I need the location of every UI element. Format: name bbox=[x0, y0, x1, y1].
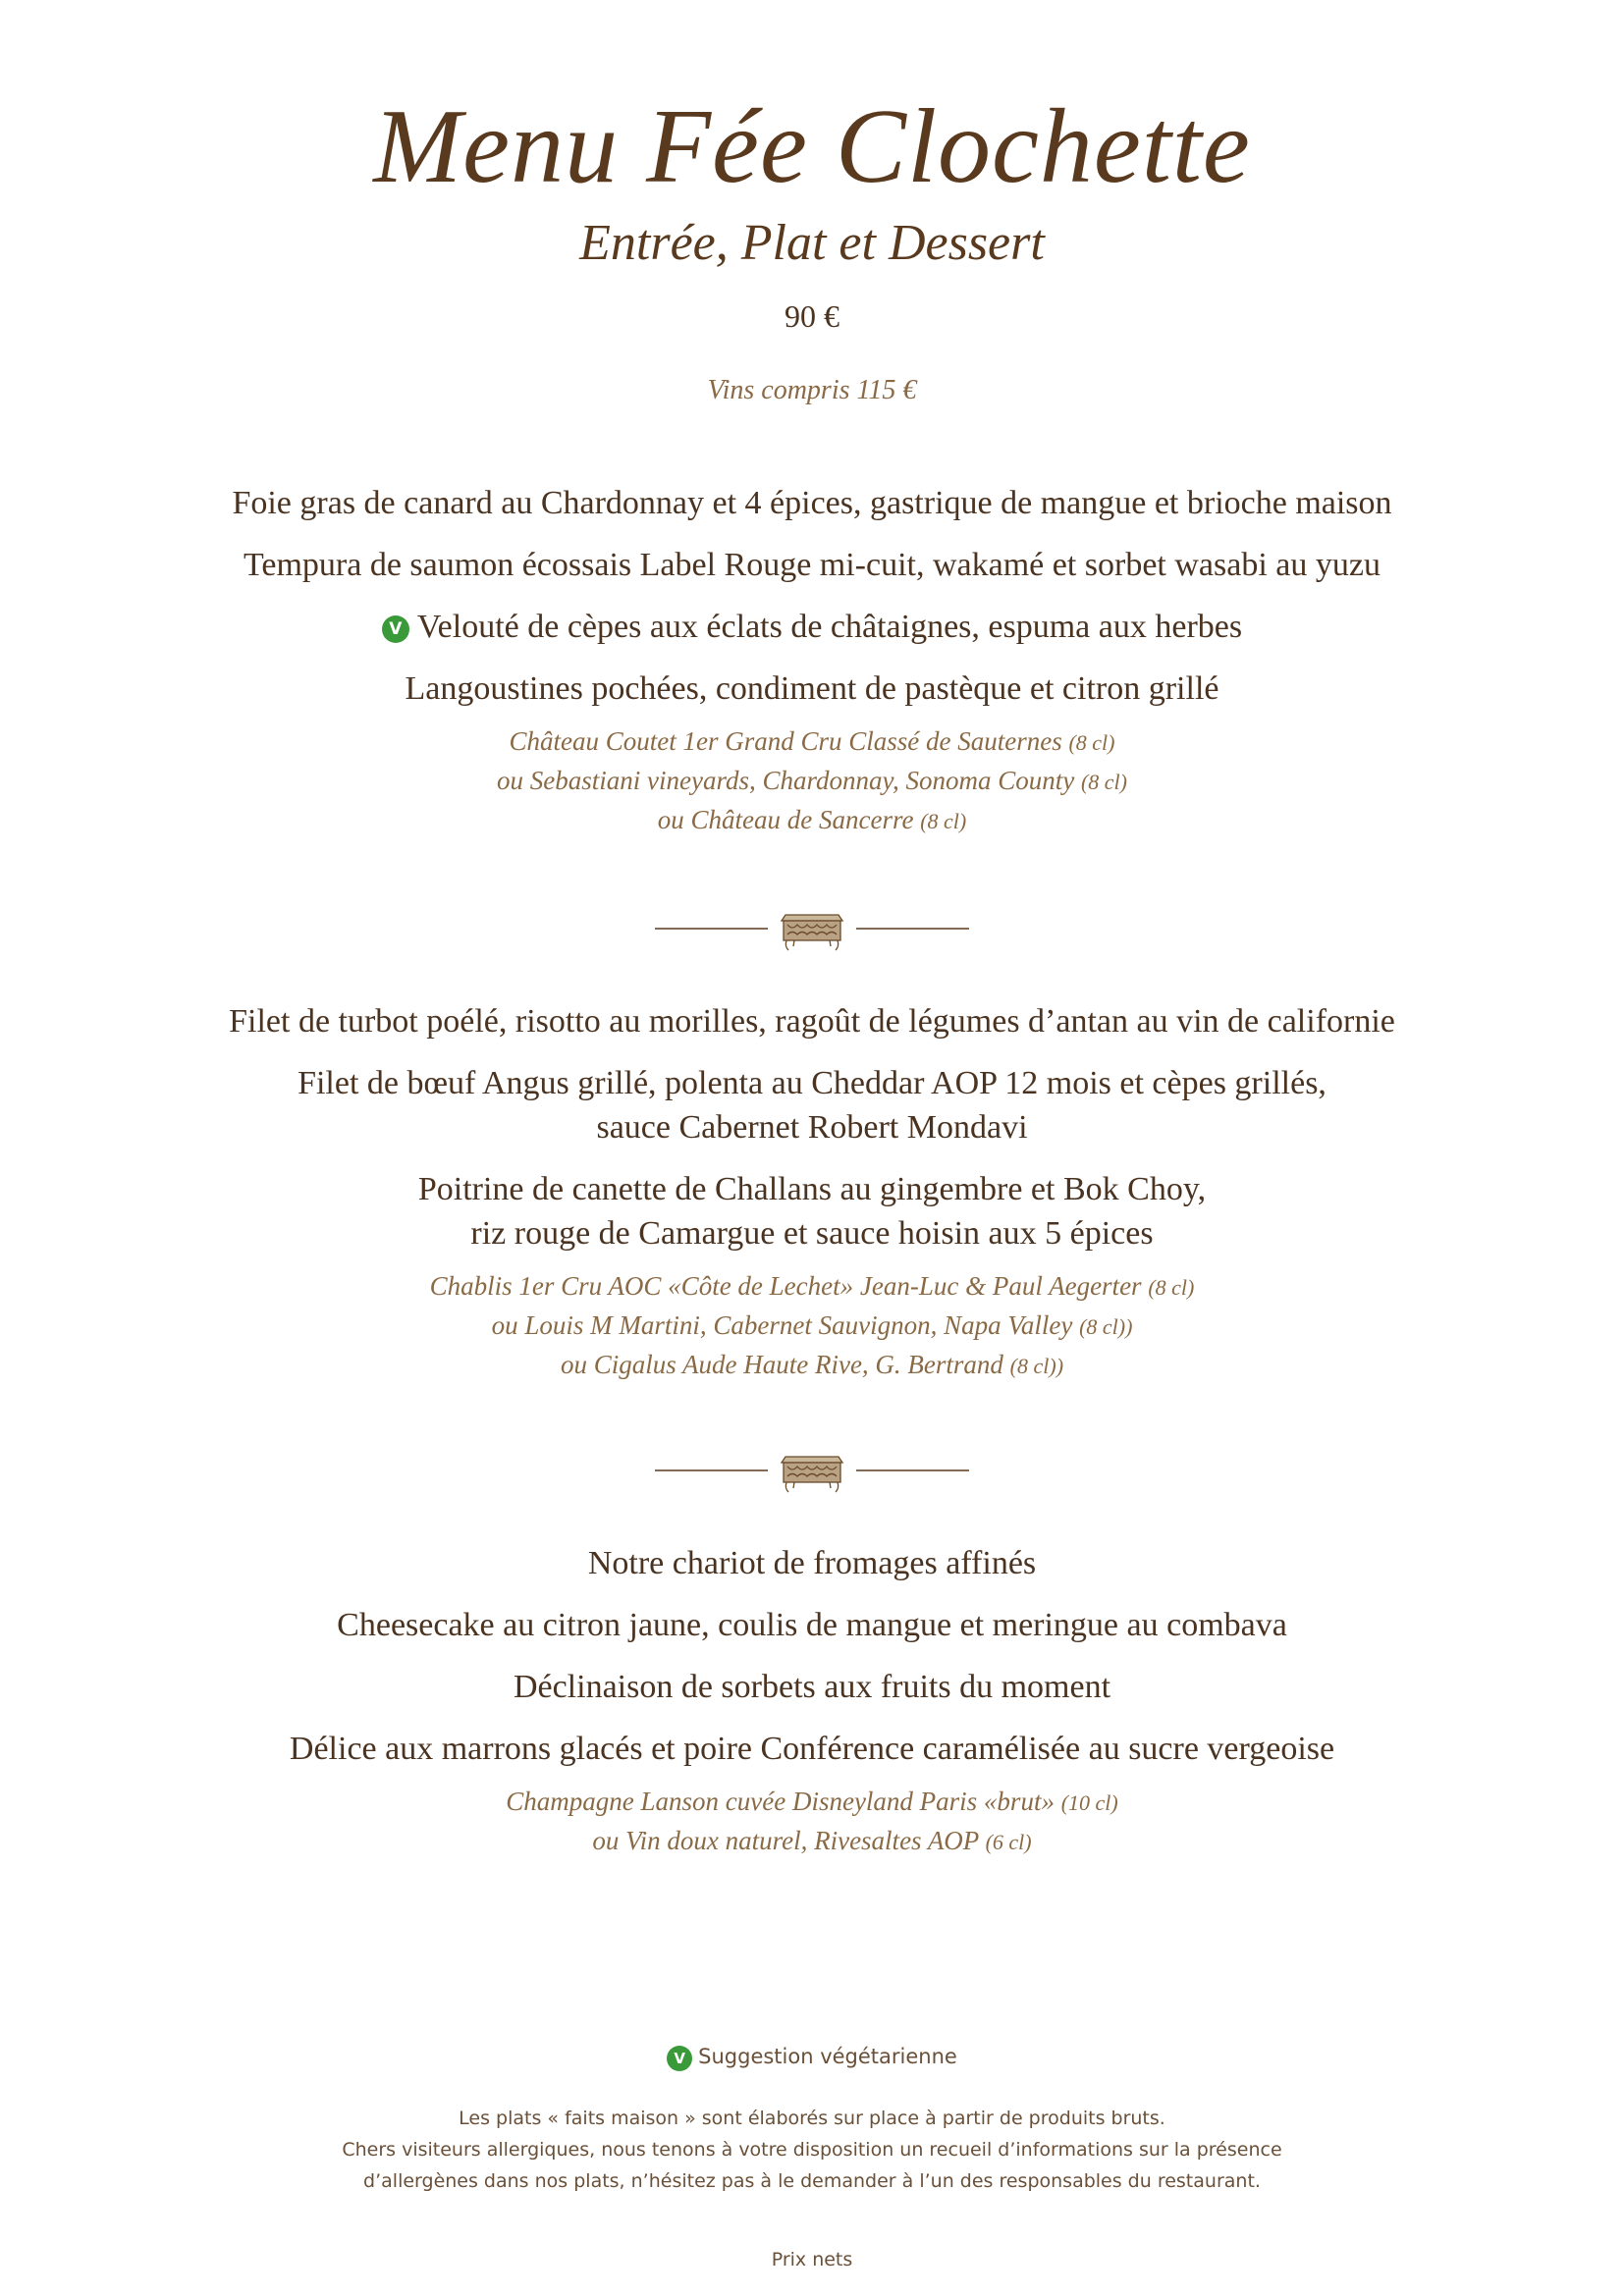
starter-dish: Foie gras de canard au Chardonnay et 4 épices, gastrique de mangue et brioche maison bbox=[232, 485, 1392, 521]
wine-item: ou Vin doux naturel, Rivesaltes AOP (6 cl) bbox=[592, 1826, 1032, 1855]
menu-title: Menu Fée Clochette bbox=[373, 88, 1251, 205]
vegetarian-legend: V Suggestion végétarienne bbox=[0, 2042, 1624, 2071]
wine-item: ou Louis M Martini, Cabernet Sauvignon, Napa Valley (8 cl)) bbox=[491, 1310, 1133, 1340]
dessert-dish: Notre chariot de fromages affinés bbox=[587, 1545, 1037, 1581]
menu-price: 90 € bbox=[785, 298, 839, 334]
starter-dish: Langoustines pochées, condiment de pastèque et citron grillé bbox=[405, 670, 1219, 707]
section-divider bbox=[0, 1439, 1624, 1498]
ornate-chest-icon bbox=[645, 1439, 979, 1498]
starter-wine-pairings bbox=[118, 722, 1506, 840]
dessert-wine-pairings bbox=[118, 1783, 1506, 1861]
allergen-notes: Les plats « faits maison » sont élaborés sur place à partir de produits bruts. Chers visiteurs allergiques, nous tenons à votre disposition un recueil d’informations sur la présence d’allergènes dans nos plats, n’hésitez pas à le demander à l’un des responsables du restaurant. bbox=[342, 2108, 1282, 2192]
main-dish: Poitrine de canette de Challans au gingembre et Bok Choy, riz rouge de Camargue et sauce hoisin aux 5 épices bbox=[417, 1171, 1207, 1252]
ornate-chest-icon bbox=[645, 897, 979, 956]
main-dish: Filet de turbot poélé, risotto au morilles, ragoût de légumes d’antan au vin de californie bbox=[229, 1003, 1395, 1040]
dessert-dish: Délice aux marrons glacés et poire Conférence caramélisée au sucre vergeoise bbox=[289, 1731, 1335, 1767]
vegetarian-leaf-icon: V bbox=[382, 615, 409, 643]
wine-item: ou Sebastiani vineyards, Chardonnay, Sonoma County (8 cl) bbox=[497, 766, 1127, 795]
wine-item: Champagne Lanson cuvée Disneyland Paris «brut» (10 cl) bbox=[506, 1787, 1118, 1816]
wine-item: ou Cigalus Aude Haute Rive, G. Bertrand (8 cl)) bbox=[560, 1350, 1064, 1379]
menu-subtitle: Entrée, Plat et Dessert bbox=[579, 215, 1045, 271]
dessert-dish: Déclinaison de sorbets aux fruits du moment bbox=[513, 1669, 1111, 1705]
starter-dish-vegetarian: V Velouté de cèpes aux éclats de châtaignes, espuma aux herbes bbox=[118, 605, 1506, 649]
net-prices-note: Prix nets bbox=[771, 2249, 853, 2270]
starters-section bbox=[118, 481, 1506, 840]
section-divider bbox=[0, 897, 1624, 956]
wine-item: ou Château de Sancerre (8 cl) bbox=[657, 805, 967, 834]
menu-price-with-wine: Vins compris 115 € bbox=[707, 375, 917, 405]
wine-item: Château Coutet 1er Grand Cru Classé de Sauternes (8 cl) bbox=[509, 726, 1115, 756]
main-wine-pairings bbox=[118, 1267, 1506, 1385]
starter-dish: Tempura de saumon écossais Label Rouge mi-cuit, wakamé et sorbet wasabi au yuzu bbox=[244, 547, 1380, 583]
vegetarian-leaf-icon: V bbox=[667, 2046, 692, 2071]
mains-section bbox=[118, 999, 1506, 1385]
wine-item: Chablis 1er Cru AOC «Côte de Lechet» Jean-Luc & Paul Aegerter (8 cl) bbox=[429, 1271, 1195, 1301]
main-dish: Filet de bœuf Angus grillé, polenta au Cheddar AOP 12 mois et cèpes grillés, sauce Cabernet Robert Mondavi bbox=[298, 1065, 1326, 1146]
dessert-dish: Cheesecake au citron jaune, coulis de mangue et meringue au combava bbox=[337, 1607, 1287, 1643]
desserts-section bbox=[118, 1541, 1506, 1861]
